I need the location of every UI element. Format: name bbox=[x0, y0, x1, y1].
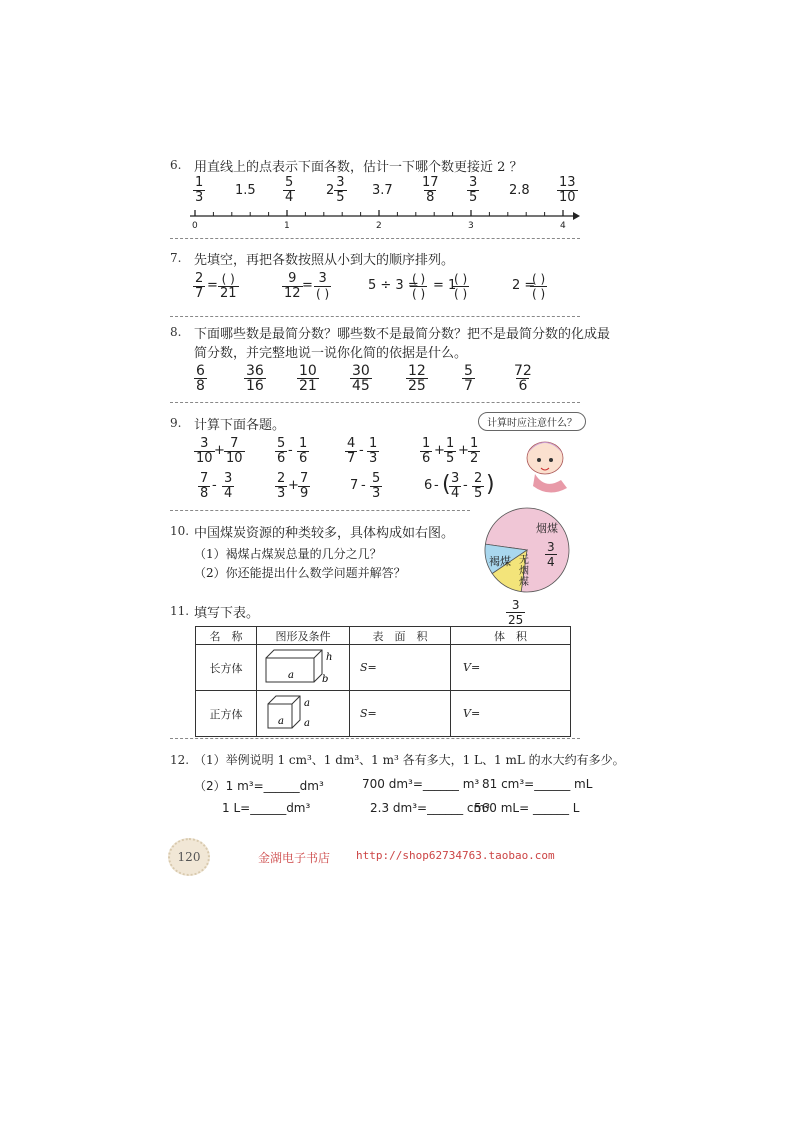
q10-text: 中国煤炭资源的种类较多，具体构成如右图。 bbox=[194, 526, 455, 541]
q6-fraction: $\frac{1}{3}$ bbox=[195, 175, 204, 205]
q9-frac: $\frac{7}{8}$ bbox=[200, 471, 209, 501]
svg-text:a: a bbox=[304, 698, 310, 709]
right-paren: ) bbox=[486, 472, 495, 497]
q9-text: 计算下面各题。 bbox=[194, 418, 286, 433]
q7-frac: $\frac{9}{12}$ bbox=[284, 271, 301, 301]
q7-frac: ( ) ( ) bbox=[454, 272, 468, 301]
q6-value: 3.7 bbox=[372, 183, 393, 198]
q12-r1-a: （2）1 m³=______dm³ bbox=[194, 779, 324, 793]
q7-expr: 2 = bbox=[512, 278, 536, 293]
svg-text:b: b bbox=[322, 674, 329, 685]
q8-fraction: $\frac{30}{45}$ bbox=[352, 363, 370, 394]
divider bbox=[170, 402, 580, 403]
svg-text:a: a bbox=[288, 670, 294, 681]
cuboid-figure bbox=[257, 645, 350, 691]
q7-frac: ( ) 21 bbox=[220, 272, 237, 301]
q7-expr: 5 ÷ 3 = bbox=[368, 278, 419, 293]
pie-label-wuyanmei: 无烟煤 bbox=[519, 555, 529, 588]
q9-frac: $\frac{1}{5}$ bbox=[446, 436, 455, 466]
q12-r2-c: 560 mL= ______ L bbox=[474, 801, 580, 815]
left-paren: ( bbox=[442, 472, 451, 497]
axis-label: 3 bbox=[468, 221, 474, 231]
q8-fraction: $\frac{10}{21}$ bbox=[299, 363, 317, 394]
speech-bubble: 计算时应注意什么？ bbox=[478, 412, 586, 431]
operator: + bbox=[458, 443, 469, 458]
q8-fraction: $\frac{36}{16}$ bbox=[246, 363, 264, 394]
q6-fraction: $\frac{17}{8}$ bbox=[422, 175, 439, 205]
pie-label-hemei: 褐煤 bbox=[489, 555, 511, 568]
q11-number: 11. bbox=[170, 604, 190, 618]
divider bbox=[170, 510, 470, 511]
q12-sub1: （1）举例说明 1 cm³、1 dm³、1 m³ 各有多大，1 L、1 mL 的水大约有多少。 bbox=[194, 753, 625, 767]
q9-frac: $\frac{2}{3}$ bbox=[277, 471, 286, 501]
equals: = bbox=[207, 278, 218, 293]
solid-table bbox=[195, 626, 571, 737]
q9-frac: $\frac{3}{4}$ bbox=[224, 471, 233, 501]
q6-mixed-number: 2 $\frac{3}{5}$ bbox=[326, 175, 345, 205]
operator: + bbox=[434, 443, 445, 458]
q7-text: 先填空，再把各数按照从小到大的顺序排列。 bbox=[194, 253, 455, 268]
q8-fraction: $\frac{12}{25}$ bbox=[408, 363, 426, 394]
q7-expr: = 1 bbox=[433, 278, 457, 293]
pie-label-frac: $\frac{3}{4}$ bbox=[547, 540, 555, 569]
axis-label: 0 bbox=[192, 221, 198, 231]
cartoon-girl-icon bbox=[515, 428, 585, 498]
svg-text:a: a bbox=[278, 716, 284, 727]
svg-text:a: a bbox=[304, 718, 310, 729]
q9-number: 9. bbox=[170, 416, 182, 430]
cube-figure bbox=[257, 691, 350, 737]
whole-number: 7 bbox=[350, 478, 359, 493]
q9-frac: $\frac{1}{3}$ bbox=[369, 436, 378, 466]
divider bbox=[170, 738, 580, 739]
q9-frac: $\frac{7}{9}$ bbox=[300, 471, 309, 501]
q6-value: 2.8 bbox=[509, 183, 530, 198]
q12-number: 12. bbox=[170, 753, 190, 767]
number-line bbox=[185, 206, 580, 234]
operator: + bbox=[214, 443, 225, 458]
cube-area: S= bbox=[350, 691, 451, 737]
q6-number: 6. bbox=[170, 158, 182, 172]
whole-number: 6 bbox=[424, 478, 433, 493]
header-name: 名 称 bbox=[196, 627, 257, 645]
q12-r2-a: 1 L=______dm³ bbox=[222, 801, 311, 815]
q8-text-line1: 下面哪些数是最简分数？哪些数不是最简分数？把不是最简分数的化成最 bbox=[194, 327, 611, 342]
divider bbox=[170, 238, 580, 239]
header-volume: 体 积 bbox=[451, 627, 571, 645]
header-area: 表 面 积 bbox=[350, 627, 451, 645]
q7-frac: $\frac{2}{7}$ bbox=[195, 271, 204, 301]
q9-frac: $\frac{4}{7}$ bbox=[347, 436, 356, 466]
equals: = bbox=[302, 278, 313, 293]
q6-fraction: $\frac{5}{4}$ bbox=[285, 175, 294, 205]
divider bbox=[170, 316, 580, 317]
q9-frac: $\frac{2}{5}$ bbox=[474, 471, 483, 501]
header-figure: 图形及条件 bbox=[257, 627, 350, 645]
q8-fraction: $\frac{72}{6}$ bbox=[514, 363, 532, 394]
q12-r1-c: 81 cm³=______ mL bbox=[482, 777, 593, 791]
operator: - bbox=[463, 478, 468, 493]
q10-number: 10. bbox=[170, 524, 190, 538]
operator: - bbox=[212, 478, 217, 493]
q7-frac: 3 ( ) bbox=[316, 271, 330, 301]
operator: - bbox=[361, 478, 366, 493]
pie-label-yanmei: 烟煤 bbox=[536, 522, 558, 535]
operator: - bbox=[288, 443, 293, 458]
q12-r2-b: 2.3 dm³=______ cm³ bbox=[370, 801, 490, 815]
q6-fraction: $\frac{13}{10}$ bbox=[559, 175, 576, 205]
q8-number: 8. bbox=[170, 325, 182, 339]
q9-frac: $\frac{3}{4}$ bbox=[451, 471, 460, 501]
q8-fraction: $\frac{6}{8}$ bbox=[196, 363, 205, 394]
axis-label: 2 bbox=[376, 221, 382, 231]
q6-fraction: $\frac{3}{5}$ bbox=[469, 175, 478, 205]
q11-text: 填写下表。 bbox=[194, 606, 260, 621]
operator: - bbox=[359, 443, 364, 458]
q12-r1-b: 700 dm³=______ m³ bbox=[362, 777, 480, 791]
cube-volume: V= bbox=[451, 691, 571, 737]
operator: + bbox=[288, 478, 299, 493]
q10-sub2: （2）你还能提出什么数学问题并解答？ bbox=[194, 566, 406, 580]
q9-frac: $\frac{5}{6}$ bbox=[277, 436, 286, 466]
q7-number: 7. bbox=[170, 251, 182, 265]
pie-label-frac: $\frac{3}{25}$ bbox=[508, 598, 524, 627]
shop-url[interactable]: http://shop62734763.taobao.com bbox=[356, 849, 555, 862]
q9-frac: $\frac{1}{6}$ bbox=[422, 436, 431, 466]
cuboid-area: S= bbox=[350, 645, 451, 691]
shop-name: 金湖电子书店 bbox=[258, 851, 331, 865]
cuboid-icon bbox=[258, 646, 348, 686]
q9-frac: $\frac{3}{10}$ bbox=[196, 436, 213, 466]
row-cuboid-name: 长方体 bbox=[196, 645, 257, 691]
cube-icon bbox=[258, 692, 348, 732]
row-cube-name: 正方体 bbox=[196, 691, 257, 737]
q7-frac: ( ) ( ) bbox=[412, 272, 426, 301]
cuboid-volume: V= bbox=[451, 645, 571, 691]
q9-frac: $\frac{1}{2}$ bbox=[470, 436, 479, 466]
q6-value: 1.5 bbox=[235, 183, 256, 198]
page-number-badge: 120 bbox=[168, 838, 210, 876]
axis-label: 1 bbox=[284, 221, 290, 231]
svg-text:h: h bbox=[326, 652, 333, 663]
axis-label: 4 bbox=[560, 221, 566, 231]
q7-frac: ( ) ( ) bbox=[532, 272, 546, 301]
q8-text-line2: 简分数，并完整地说一说你化简的依据是什么。 bbox=[194, 346, 468, 361]
q9-frac: $\frac{5}{3}$ bbox=[372, 471, 381, 501]
q9-frac: $\frac{1}{6}$ bbox=[299, 436, 308, 466]
q10-sub1: （1）褐煤占煤炭总量的几分之几？ bbox=[194, 547, 382, 561]
q6-text: 用直线上的点表示下面各数，估计一下哪个数更接近 2 ？ bbox=[194, 160, 523, 175]
operator: - bbox=[434, 478, 439, 493]
q8-fraction: $\frac{5}{7}$ bbox=[464, 363, 473, 394]
q9-frac: $\frac{7}{10}$ bbox=[226, 436, 243, 466]
